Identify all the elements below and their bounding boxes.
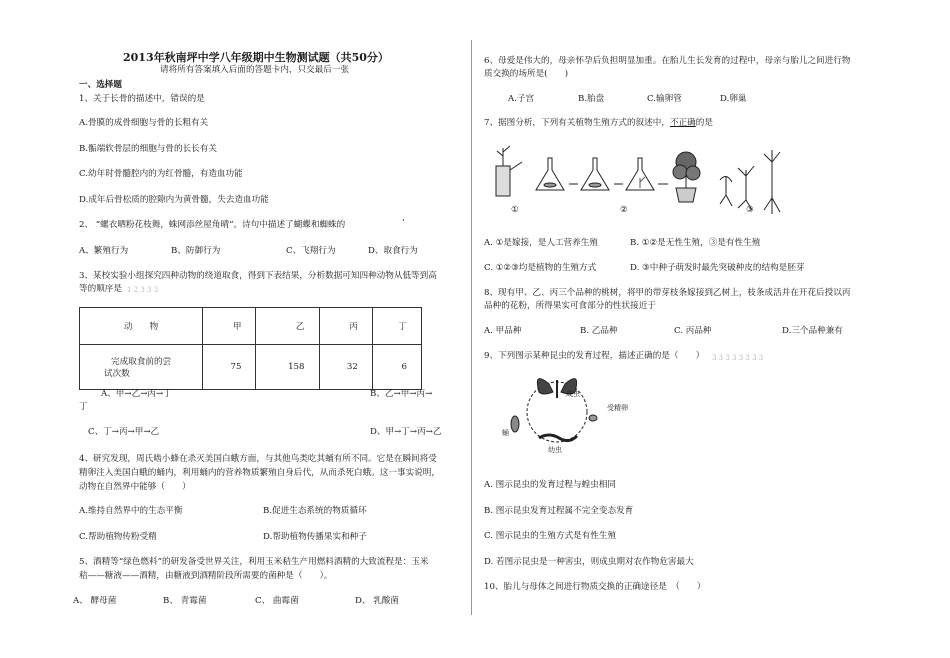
q1-option-d: D.成年后骨松质的腔隙内为黄骨髓，失去造血功能 (79, 195, 269, 205)
table-header-cell: 动 物 (80, 308, 203, 345)
q4-option-b: B.促进生态系统的物质循环 (263, 506, 367, 516)
q3-stem-line1: 3、某校实验小组探究四种动物的绕道取食，得到下表结果，分析数据可知四种动物从低等到高 (79, 271, 437, 281)
q6-line1: 6、母爱是伟大的，母亲怀孕后负担明显加重。在胎儿生长发育的过程中，母亲与胎儿之间进行物 (484, 56, 851, 66)
q3-option-a: A、甲→乙→丙→丁 (101, 389, 172, 399)
q2-mark: ’ (402, 218, 405, 228)
q6-option-b: B.胎盘 (578, 94, 605, 104)
table-cell: 6 (372, 345, 421, 390)
q6-option-c: C.输卵管 (647, 94, 682, 104)
fig9-label-pupa: 蛹 (502, 429, 509, 437)
q7-stem-post: 的是 (695, 118, 713, 128)
q7-option-b: B. ①②是无性生殖，③是有性生殖 (630, 238, 761, 248)
page-subtitle: 请将所有答案填入后面的答题卡内，只交最后一张 (160, 65, 350, 75)
q3-option-b-cont: 丁 (79, 402, 88, 412)
q4-line1: 4、研究发现，周氏啮小蜂在杀灭美国白蛾方面，与其他鸟类吃其蛹有所不同。它是在瞬间将受 (79, 454, 437, 464)
q3-stem-line2: 等的顺序是 (79, 284, 122, 294)
plantlet-icon (640, 177, 645, 188)
q1-option-a: A.骨膜的成骨细胞与骨的长粗有关 (79, 118, 209, 128)
q2-option-d: D、取食行为 (368, 246, 418, 256)
potted-plant-icon (673, 165, 687, 179)
q9-option-c: C. 图示昆虫的生殖方式是有性生殖 (484, 531, 617, 541)
potted-plant-icon (686, 166, 700, 180)
egg-icon (589, 415, 597, 421)
seedling-icon (738, 166, 754, 210)
q4-line2: 精卵注入美国白蛾的蛹内，利用蛹内的营养物质繁殖自身后代，从而杀死白蛾。这一事实说明， (79, 468, 440, 478)
fig7-label-2: ② (620, 205, 628, 215)
q10-stem: 10、胎儿与母体之间进行物质交换的正确途径是 （ ） (484, 582, 706, 592)
table-header-cell: 丁 (372, 308, 421, 345)
q1-option-c: C.幼年时骨髓腔内的为红骨髓，有造血功能 (79, 169, 243, 179)
q4-line3: 动物在自然界中能够（ ） (79, 482, 191, 492)
q5-line2: 秸——糖液——酒精，由糖液到酒精阶段所需要的菌种是（ ）。 (79, 571, 333, 581)
q9-option-a: A. 图示昆虫的发育过程与蝗虫相同 (484, 480, 616, 490)
q6-option-d: D.卵巢 (720, 94, 747, 104)
table-row (80, 345, 422, 390)
q1-stem: 1、关于长骨的描述中，错误的是 (79, 94, 205, 104)
row-label-line2: 试次数 (104, 369, 130, 379)
flower-pot-icon (676, 188, 696, 202)
q9-stem: 9、下列图示某种昆虫的发育过程，描述正确的是（ ） (484, 351, 705, 361)
q4-option-c: C.帮助植物传粉受精 (79, 532, 157, 542)
q7-stem-pre: 7、据图分析，下列有关植物生殖方式的叙述中， (484, 118, 670, 128)
fig7-label-1: ① (511, 205, 519, 215)
table-cell: 158 (256, 345, 319, 390)
q8-option-a: A. 甲品种 (484, 326, 522, 336)
q8-option-d: D.三个品种兼有 (782, 326, 843, 336)
q5-option-a: A、 酵母菌 (73, 596, 117, 606)
q3-option-c: C、丁→丙→甲→乙 (88, 427, 160, 437)
table-header-row (80, 308, 422, 345)
callus (589, 183, 601, 187)
q7-option-d: D. ③中种子萌发时最先突破种皮的结构是胚芽 (630, 263, 805, 273)
table-header-cell: 丙 (319, 308, 372, 345)
q8-line2: 品种的花粉，所得果实可食部分的性状接近于 (484, 301, 656, 311)
row-label-line1: 完成取食前的尝 (111, 357, 172, 367)
pupa-icon (511, 416, 519, 432)
seedling-icon (764, 150, 780, 214)
q9-faint-marks: 3 3 3 3 3 3 3 3 (712, 354, 764, 362)
q3-table (79, 307, 422, 390)
q5-option-b: B、 青霉菌 (163, 596, 207, 606)
q7-option-c: C. ①②③均是植物的生殖方式 (484, 263, 597, 273)
q2-option-a: A、繁殖行为 (79, 246, 129, 256)
fig9-label-adult: 成虫 (566, 390, 580, 398)
scion-icon (497, 146, 510, 166)
seedling-icon (720, 176, 732, 206)
q7-stem (484, 118, 713, 129)
q8-line1: 8、现有甲、乙、丙三个品种的桃树，将甲的带芽枝条嫁接到乙树上，枝条成活并在开花后授以丙 (484, 288, 851, 298)
q1-option-b: B.骺端软骨层的细胞与骨的长长有关 (79, 144, 217, 154)
q3-faint-marks: 1 2 3 3 3 (127, 286, 159, 294)
q5-option-c: C、 曲霉菌 (255, 596, 299, 606)
fig7-label-3: ③ (746, 205, 754, 215)
culture-tissue (544, 183, 556, 187)
q6-line2: 质交换的场所是( ) (484, 69, 569, 79)
table-row-label (80, 345, 203, 390)
q3-option-b: B、乙→甲→丙→ (370, 389, 433, 399)
table-header-cell: 乙 (256, 308, 319, 345)
table-cell: 32 (319, 345, 372, 390)
q4-option-a: A.维持自然界中的生态平衡 (79, 506, 183, 516)
q8-option-c: C. 丙品种 (674, 326, 712, 336)
graft-knife-icon (510, 162, 522, 170)
q7-option-a: A. ①是嫁接，是人工营养生殖 (484, 238, 598, 248)
q9-option-d: D. 若图示昆虫是一种害虫，则成虫期对农作物危害最大 (484, 557, 694, 567)
q5-option-d: D、 乳酸菌 (355, 596, 399, 606)
larva-icon (539, 435, 577, 441)
butterfly-icon (537, 379, 553, 394)
q4-option-d: D.帮助植物传播果实和种子 (263, 532, 367, 542)
section-heading: 一、选择题 (79, 80, 122, 90)
table-header-cell: 甲 (203, 308, 256, 345)
q3-option-d: D、甲→丁→丙→乙 (370, 427, 442, 437)
q5-line1: 5、酒精等“绿色燃料”的研发备受世界关注，利用玉米秸生产用燃料酒精的大致流程是：玉米 (79, 557, 429, 567)
q8-option-b: B. 乙品种 (580, 326, 618, 336)
q7-stem-underlined: 不正确 (669, 118, 696, 128)
fig9-label-larva: 幼虫 (548, 446, 562, 454)
table-cell: 75 (203, 345, 256, 390)
q2-option-b: B、防御行为 (171, 246, 221, 256)
fig9-label-egg: 受精卵 (607, 404, 628, 412)
column-divider (471, 40, 472, 615)
q9-option-b: B. 图示昆虫发育过程属不完全变态发育 (484, 506, 634, 516)
q2-option-c: C、飞翔行为 (286, 246, 336, 256)
stock-stump (496, 166, 510, 196)
q6-option-a: A.子宫 (508, 94, 535, 104)
q2-stem: 2、 “螺衣晒粉花枝舞，蛛网添丝屋角晴”。诗句中描述了蝴蝶和蜘蛛的 (79, 220, 346, 230)
insect-life-cycle-figure (493, 372, 623, 454)
page-title: 2013年秋南坪中学八年级期中生物测试题（共50分） (123, 51, 389, 64)
